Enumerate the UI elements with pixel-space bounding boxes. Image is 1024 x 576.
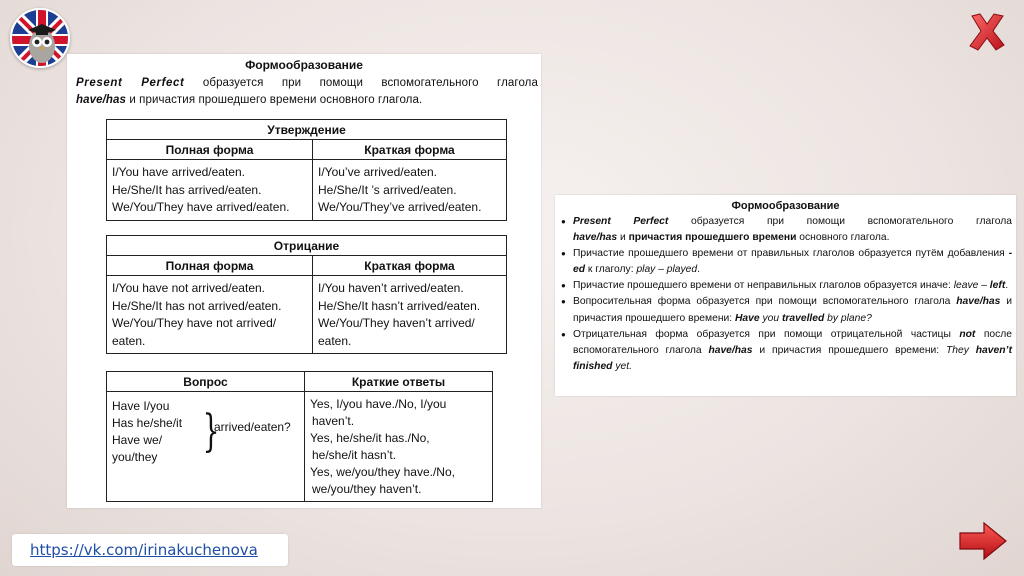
text-line: I/You have arrived/eaten.: [112, 165, 245, 179]
rule-text: Вопросительная форма образуется при помощи вспомогательного глагола: [573, 296, 957, 308]
negative-table: [106, 235, 507, 354]
affirmative-short-col: Краткая форма: [313, 140, 507, 160]
text-line: Has he/she/it: [112, 416, 183, 430]
example-word: They: [946, 344, 976, 356]
example-word: played: [666, 264, 698, 276]
text-line: Have I/you: [112, 399, 170, 413]
text-line: eaten.: [112, 333, 146, 348]
negative-short-col: Краткая форма: [313, 256, 507, 276]
text-line: We/You/They haven’t arrived/: [318, 316, 475, 330]
punct: .: [1005, 280, 1009, 292]
rule-text: после вспомогательного глагола: [573, 328, 1013, 356]
text-line: I/You haven’t arrived/eaten.: [318, 281, 464, 295]
example-word: left: [989, 280, 1006, 292]
right-sheet-title: Формообразование: [731, 200, 840, 212]
term-have-has: have/has: [956, 296, 1001, 308]
short-answers-col: Краткие ответы: [305, 372, 493, 392]
intro-line1: образуется при помощи вспомогательного глагола: [184, 77, 538, 89]
text-line: We/You/They have not arrived/: [112, 316, 277, 330]
vk-link-box: [12, 534, 288, 566]
vk-link[interactable]: https://vk.com/irinakuchenova: [30, 541, 258, 559]
left-sheet-title: Формообразование: [245, 58, 363, 72]
rule-text: основного глагола.: [796, 232, 890, 244]
list-item: [561, 327, 1012, 375]
text-line: you/they: [112, 450, 158, 464]
example-word: by plane?: [824, 312, 872, 324]
negative-full-col: Полная форма: [107, 256, 313, 276]
text-line: eaten.: [318, 333, 352, 348]
left-grammar-sheet: [67, 54, 541, 508]
question-col: Вопрос: [107, 372, 305, 392]
text-line: Yes, he/she/it has./No,: [310, 431, 430, 445]
text-line: He/She/It hasn’t arrived/eaten.: [318, 298, 481, 313]
text-line: We/You/They’ve arrived/eaten.: [318, 200, 482, 214]
list-item: [561, 294, 1012, 326]
example-word: leave: [953, 280, 979, 292]
text-line: he/she/it hasn’t.: [312, 448, 397, 462]
owl-logo-icon: [10, 8, 70, 68]
list-item: [561, 214, 1012, 246]
rule-text: и причастия прошедшего времени:: [752, 344, 946, 356]
term-present-perfect: Present Perfect: [573, 216, 669, 227]
example-word: yet.: [612, 360, 632, 372]
question-table: [106, 371, 493, 502]
text-line: Have we/: [112, 433, 163, 447]
list-item: [561, 278, 1012, 294]
intro-term: Present Perfect: [76, 77, 185, 89]
text-line: I/You’ve arrived/eaten.: [318, 165, 437, 179]
punct: .: [697, 264, 700, 276]
affirmative-full-cell: [107, 160, 313, 221]
rule-text: и причастия прошедшего времени:: [573, 296, 1012, 324]
rule-text: образуется при помощи вспомогательного глагола: [668, 216, 1012, 227]
term-have-has: have/has: [708, 344, 753, 356]
right-grammar-sheet: [555, 195, 1016, 396]
rule-text: Причастие прошедшего времени от правильных глаголов образуется путём добавления: [573, 248, 1009, 260]
example-word: travelled: [781, 312, 825, 324]
next-arrow-icon[interactable]: [958, 520, 1008, 562]
rule-text: Причастие прошедшего времени от неправильных глаголов образуется иначе:: [573, 280, 954, 292]
rule-text: и: [617, 232, 629, 244]
text-line: haven’t.: [312, 414, 355, 428]
negative-full-cell: [107, 276, 313, 354]
affirmative-header: Утверждение: [107, 120, 507, 140]
negative-header: Отрицание: [107, 236, 507, 256]
close-icon[interactable]: [966, 12, 1008, 52]
dash: –: [655, 264, 667, 276]
text-line: He/She/It has not arrived/eaten.: [112, 298, 282, 313]
dash: –: [978, 280, 990, 292]
text-line: We/You/They have arrived/eaten.: [112, 200, 290, 214]
example-word: you: [759, 312, 782, 324]
example-word: haven’t finished: [573, 344, 1013, 372]
affirmative-full-col: Полная форма: [107, 140, 313, 160]
intro-have-has: have/has: [76, 94, 127, 106]
example-word: Have: [735, 312, 760, 324]
text-line: He/She/It ’s arrived/eaten.: [318, 182, 457, 197]
list-item: [561, 246, 1012, 278]
term-have-has: have/has: [573, 232, 618, 244]
short-answers-cell: [305, 392, 493, 502]
rule-text: Отрицательная форма образуется при помощи отрицательной частицы: [573, 328, 960, 340]
negative-short-cell: [313, 276, 507, 354]
brace-icon: }: [202, 406, 220, 457]
rules-list: [561, 214, 1012, 375]
term-not: not: [959, 328, 976, 340]
text-line: Yes, we/you/they have./No,: [310, 465, 455, 479]
left-sheet-intro: [76, 75, 538, 109]
question-cell: [107, 392, 305, 502]
affirmative-short-cell: [313, 160, 507, 221]
text-line: we/you/they haven’t.: [312, 482, 422, 496]
text-line: He/She/It has arrived/eaten.: [112, 182, 262, 197]
term-ed: -ed: [573, 248, 1012, 276]
affirmative-table: [106, 119, 507, 221]
text-line: I/You have not arrived/eaten.: [112, 281, 265, 295]
text-line: Yes, I/you have./No, I/you: [310, 397, 447, 411]
term-participle: причастия прошедшего времени: [628, 232, 797, 244]
intro-line2: и причастия прошедшего времени основного глагола.: [126, 94, 423, 106]
rule-text: к глаголу:: [585, 264, 637, 276]
question-verb: arrived/eaten?: [214, 420, 291, 434]
example-word: play: [636, 264, 656, 276]
